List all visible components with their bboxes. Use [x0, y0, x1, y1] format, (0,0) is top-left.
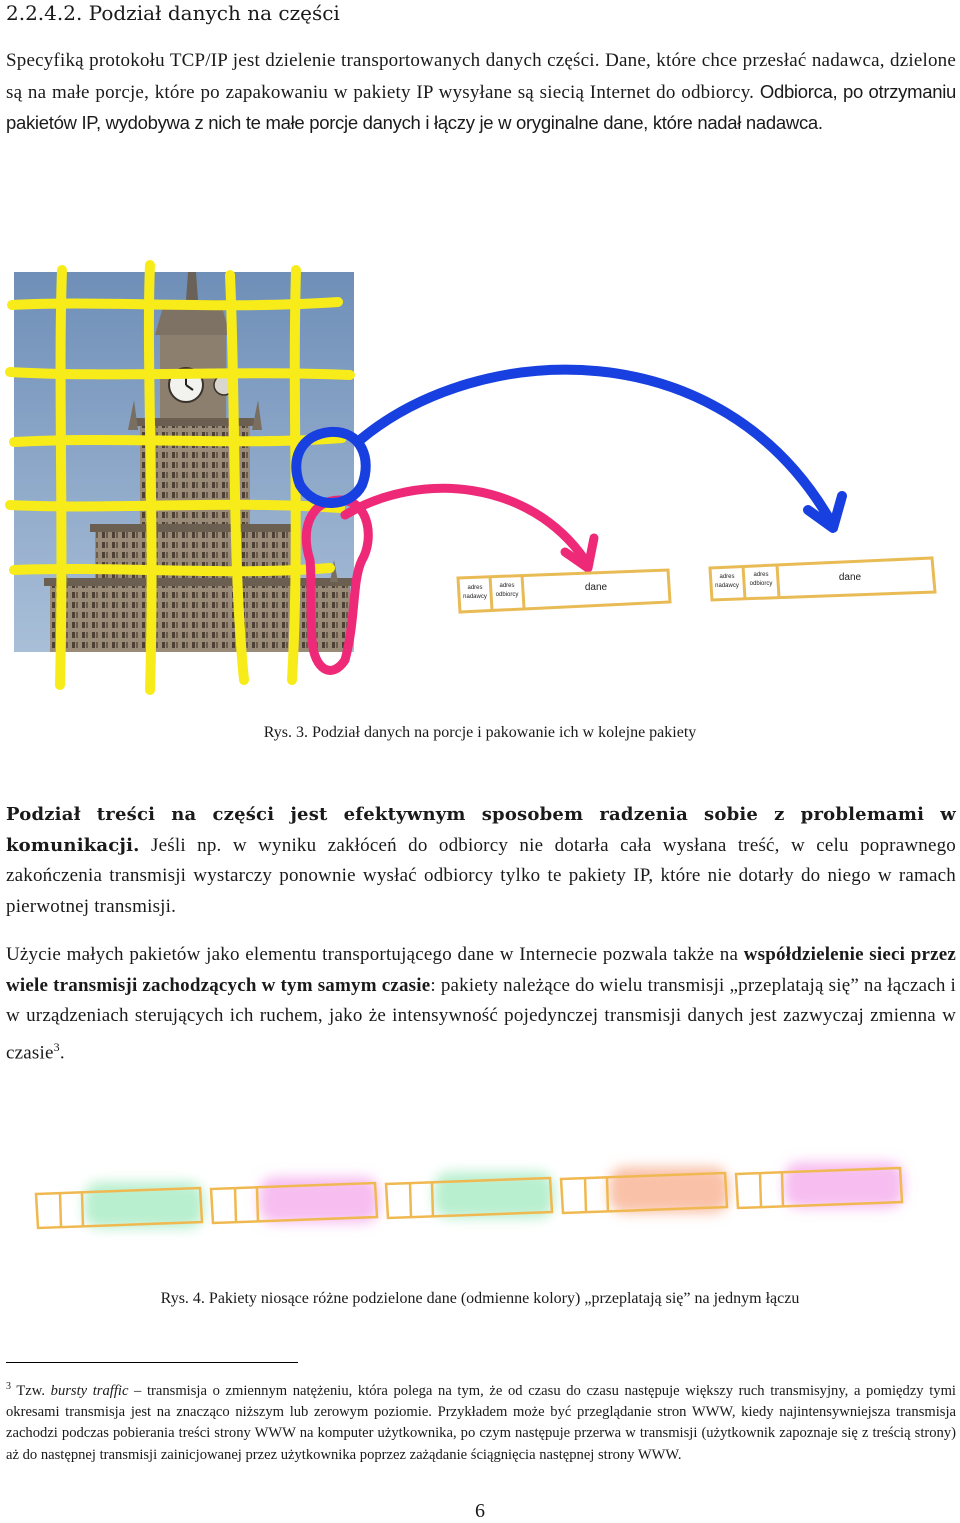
paragraph-2: [6, 800, 956, 922]
paragraph-3-period: .: [59, 1041, 65, 1063]
paragraph-2-bold-lead: Podział treści na części jest efektywnym sposobem radzenia sobie z problemami w komunikacji.: [6, 804, 956, 856]
intro-paragraph: [6, 46, 956, 140]
figure-3-caption: Rys. 3. Podział danych na porcje i pakowanie ich w kolejne pakiety: [263, 724, 697, 741]
packet-2: [710, 558, 935, 600]
svg-text:adres: adres: [467, 585, 483, 591]
packet-1: [36, 1182, 204, 1228]
paragraph-2-body: w wyniku zakłóceń do odbiorcy nie dotarła cała wysłana treść, w celu poprawnego zakończenia transmisji wystarczy ponownie wysłać odbiorcy tylko te pakiety IP, które nie dotarły do niego w ramach pierwotnej transmisji.: [6, 834, 956, 917]
svg-text:adres: adres: [499, 583, 515, 589]
paragraph-3-bold: współdzielenie sieci przez wiele transmisji zachodzących w tym samym czasie: [6, 944, 957, 996]
footnote-term: bursty traffic: [50, 1382, 129, 1399]
blue-arrow: [296, 370, 842, 528]
footnote-separator: [6, 1362, 298, 1363]
svg-text:dane: dane: [838, 572, 862, 583]
footnote-reference[interactable]: 3: [53, 1039, 60, 1054]
svg-text:odbiorcy: odbiorcy: [749, 581, 773, 587]
packet-5: [736, 1162, 904, 1208]
figure-4-illustration: [0, 1140, 960, 1250]
svg-text:nadawcy: nadawcy: [463, 594, 487, 600]
footnote-number: 3: [6, 1381, 11, 1392]
packet-1: [458, 570, 670, 612]
paragraph-3-end: : pakiety należące do wielu transmisji „przeplatają się” na łączach i w urządzeniach sterujących ich ruchem, jako że intensywność pojedynczej transmisji danych jest zazwyczaj zmienna w czasie: [6, 974, 956, 1063]
svg-text:odbiorcy: odbiorcy: [495, 592, 519, 598]
svg-text:dane: dane: [584, 582, 608, 593]
packet-2: [211, 1177, 379, 1223]
footnote-lead: Tzw.: [16, 1382, 46, 1399]
footnote-text: – transmisja o zmiennym natężeniu, która polega na tym, że od czasu do czasu następuje większy ruch transmisyjny, a pomiędzy tymi okresami transmisja jest na znacząco niższym lub zerowym poziomie. Przykładem może być przeglądanie stron WWW, kiedy najintensywniejsza transmisja zachodzi podczas pobierania treści strony WWW na komputer użytkownika, po czym następuje przerwa w transmisji (użytkownik zapoznaje się z treścią strony) aż do następnej transmisji zainicjowanej przez użytkownika poprzez zażądanie ściągnięcia następnej strony WWW.: [6, 1382, 956, 1463]
paragraph-3-start: Użycie małych pakietów jako elementu transportującego dane w Internecie pozwala także na: [6, 944, 739, 965]
figure-3-illustration: [0, 260, 960, 700]
svg-text:nadawcy: nadawcy: [715, 583, 739, 589]
packet-3: [386, 1172, 554, 1218]
footnote: [6, 1376, 956, 1466]
svg-text:adres: adres: [719, 574, 735, 580]
page-number: 6: [475, 1500, 485, 1522]
intro-sentence-2: Odbiorca, po otrzymaniu pakietów IP, wydobywa z nich te małe porcje danych i łączy je w oryginalne dane, które nadał nadawca.: [6, 80, 957, 133]
figure-4-caption: Rys. 4. Pakiety niosące różne podzielone dane (odmienne kolory) „przeplatają się” na jednym łączu: [160, 1290, 800, 1307]
paragraph-3: [6, 940, 956, 1068]
packet-4: [561, 1167, 729, 1213]
svg-text:adres: adres: [753, 572, 769, 578]
paragraph-2-lead-in: Jeśli np.: [151, 834, 222, 856]
section-heading: 2.2.4.2. Podział danych na części: [6, 1, 340, 25]
intro-sentence-1: Specyfiką protokołu TCP/IP jest dzielenie transportowanych danych części. Dane, które chce przesłać nadawca, dzielone są na małe porcje, które po zapakowaniu w pakiety IP wysyłane są siecią Internet do odbiorcy.: [6, 50, 956, 103]
